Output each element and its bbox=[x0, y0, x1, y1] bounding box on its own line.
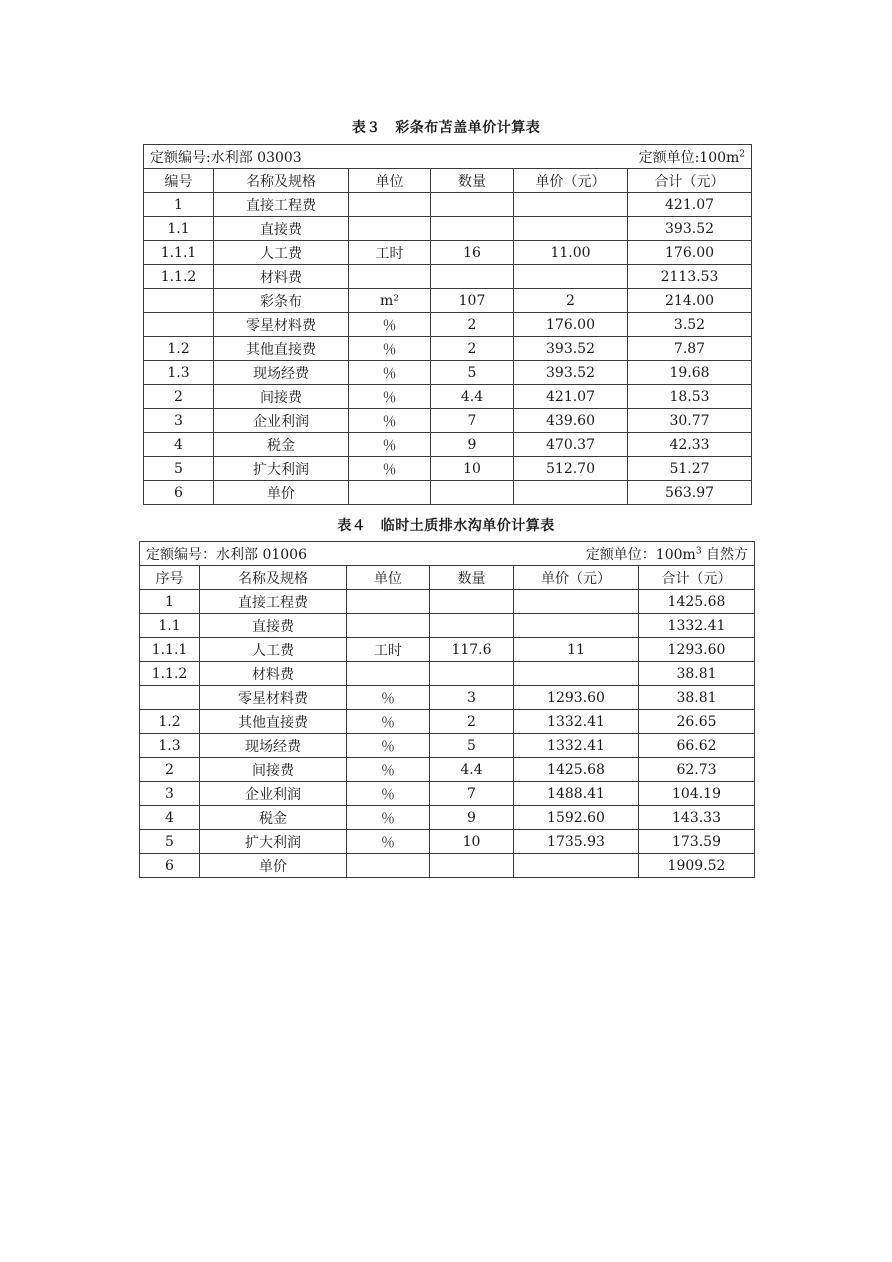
table-cell bbox=[430, 614, 514, 638]
column-header: 合计（元） bbox=[639, 566, 755, 590]
table-row bbox=[144, 313, 752, 337]
table-cell bbox=[431, 193, 514, 217]
table-cell: 62.73 bbox=[639, 758, 755, 782]
table3-title: 表３ 彩条布苫盖单价计算表 bbox=[351, 120, 541, 136]
table4-meta-row bbox=[140, 542, 755, 566]
table-cell bbox=[349, 481, 431, 505]
table-row bbox=[144, 193, 752, 217]
table-row bbox=[140, 614, 755, 638]
table-cell: 单价 bbox=[200, 854, 347, 878]
table-cell bbox=[144, 313, 214, 337]
table-cell: 直接费 bbox=[200, 614, 347, 638]
table-row bbox=[144, 385, 752, 409]
quota-unit-exponent: 2 bbox=[739, 148, 746, 159]
table-row bbox=[144, 457, 752, 481]
table-cell bbox=[144, 289, 214, 313]
table-cell: 26.65 bbox=[639, 710, 755, 734]
table-cell: 1293.60 bbox=[639, 638, 755, 662]
table-row bbox=[140, 734, 755, 758]
table-cell: 421.07 bbox=[628, 193, 752, 217]
table-cell: 3.52 bbox=[628, 313, 752, 337]
table-cell: 1.1 bbox=[140, 614, 200, 638]
table-cell: 企业利润 bbox=[214, 409, 349, 433]
table-cell: ％ bbox=[347, 830, 430, 854]
table-cell: 1.1.1 bbox=[144, 241, 214, 265]
column-header: 单价（元） bbox=[514, 566, 639, 590]
column-header: 名称及规格 bbox=[200, 566, 347, 590]
table-cell: 1.1 bbox=[144, 217, 214, 241]
table-cell: 11 bbox=[514, 638, 639, 662]
table-cell: 421.07 bbox=[514, 385, 628, 409]
table-cell: 零星材料费 bbox=[214, 313, 349, 337]
table-cell: 税金 bbox=[214, 433, 349, 457]
table-cell: 2 bbox=[430, 710, 514, 734]
table-cell: 5 bbox=[144, 457, 214, 481]
table-row bbox=[140, 590, 755, 614]
table-cell: 直接费 bbox=[214, 217, 349, 241]
table-cell: ％ bbox=[349, 457, 431, 481]
column-header: 单位 bbox=[349, 169, 431, 193]
quota-unit bbox=[586, 544, 748, 564]
table-cell: 51.27 bbox=[628, 457, 752, 481]
table-cell: 470.37 bbox=[514, 433, 628, 457]
table-cell: 1293.60 bbox=[514, 686, 639, 710]
table-cell: 4 bbox=[144, 433, 214, 457]
table-cell: 彩条布 bbox=[214, 289, 349, 313]
table-cell: ％ bbox=[347, 782, 430, 806]
table-row bbox=[140, 710, 755, 734]
table-cell: 现场经费 bbox=[214, 361, 349, 385]
table-cell bbox=[430, 662, 514, 686]
table-cell: 563.97 bbox=[628, 481, 752, 505]
table3-meta-row bbox=[144, 145, 752, 169]
table-cell: 税金 bbox=[200, 806, 347, 830]
table-cell: 1.2 bbox=[144, 337, 214, 361]
table-cell bbox=[347, 590, 430, 614]
table-cell: 1425.68 bbox=[639, 590, 755, 614]
table-cell: ％ bbox=[347, 758, 430, 782]
table-cell: 扩大利润 bbox=[214, 457, 349, 481]
table-cell: ％ bbox=[349, 385, 431, 409]
table-cell: 1425.68 bbox=[514, 758, 639, 782]
table-cell: 143.33 bbox=[639, 806, 755, 830]
table-cell: 5 bbox=[140, 830, 200, 854]
table-cell: 4.4 bbox=[431, 385, 514, 409]
table-cell: 1 bbox=[144, 193, 214, 217]
table-cell: 其他直接费 bbox=[200, 710, 347, 734]
table-cell: 1.2 bbox=[140, 710, 200, 734]
table-cell: 393.52 bbox=[628, 217, 752, 241]
table-cell: 10 bbox=[430, 830, 514, 854]
table-row bbox=[140, 638, 755, 662]
table-cell: 工时 bbox=[349, 241, 431, 265]
table-cell: 11.00 bbox=[514, 241, 628, 265]
table-cell: ％ bbox=[347, 686, 430, 710]
quota-unit-text: 定额单位:100m bbox=[638, 149, 740, 166]
table-row bbox=[140, 782, 755, 806]
table-cell: ％ bbox=[347, 710, 430, 734]
table-cell bbox=[514, 662, 639, 686]
table-cell: 7.87 bbox=[628, 337, 752, 361]
table4 bbox=[139, 541, 755, 878]
table-row bbox=[140, 806, 755, 830]
table-cell bbox=[431, 217, 514, 241]
column-header: 数量 bbox=[431, 169, 514, 193]
table-cell: 材料费 bbox=[214, 265, 349, 289]
table-cell bbox=[514, 614, 639, 638]
table-cell bbox=[430, 854, 514, 878]
table-cell: 9 bbox=[430, 806, 514, 830]
table-row bbox=[144, 241, 752, 265]
table-row bbox=[144, 265, 752, 289]
table-row bbox=[144, 217, 752, 241]
table-cell: 直接工程费 bbox=[200, 590, 347, 614]
table-cell bbox=[349, 217, 431, 241]
table-cell: 176.00 bbox=[628, 241, 752, 265]
table-cell bbox=[514, 193, 628, 217]
table-row bbox=[144, 433, 752, 457]
quota-unit bbox=[639, 147, 745, 167]
table-cell bbox=[140, 686, 200, 710]
table-cell: 4 bbox=[140, 806, 200, 830]
table-cell bbox=[347, 614, 430, 638]
table-cell: 2 bbox=[144, 385, 214, 409]
table-cell: 30.77 bbox=[628, 409, 752, 433]
table-cell: 107 bbox=[431, 289, 514, 313]
table-cell bbox=[514, 265, 628, 289]
table-cell: ％ bbox=[347, 734, 430, 758]
table3-meta-cell bbox=[144, 145, 752, 169]
table-cell: ％ bbox=[349, 361, 431, 385]
table-cell: 117.6 bbox=[430, 638, 514, 662]
table-cell: 1488.41 bbox=[514, 782, 639, 806]
table-cell: 1592.60 bbox=[514, 806, 639, 830]
table-cell: 扩大利润 bbox=[200, 830, 347, 854]
table-cell bbox=[347, 854, 430, 878]
table-cell: 512.70 bbox=[514, 457, 628, 481]
table-cell: 38.81 bbox=[639, 662, 755, 686]
table-cell: 3 bbox=[140, 782, 200, 806]
table3-header-row bbox=[144, 169, 752, 193]
table-cell: 393.52 bbox=[514, 337, 628, 361]
table-cell bbox=[514, 854, 639, 878]
table-cell: 直接工程费 bbox=[214, 193, 349, 217]
table-cell: 173.59 bbox=[639, 830, 755, 854]
table-cell: 1 bbox=[140, 590, 200, 614]
table-cell: 214.00 bbox=[628, 289, 752, 313]
table-cell: 6 bbox=[140, 854, 200, 878]
column-header: 名称及规格 bbox=[214, 169, 349, 193]
table-cell: 66.62 bbox=[639, 734, 755, 758]
table-cell: 间接费 bbox=[200, 758, 347, 782]
table-cell: 1909.52 bbox=[639, 854, 755, 878]
table-cell: 3 bbox=[144, 409, 214, 433]
table-cell: 2 bbox=[140, 758, 200, 782]
quota-code: 定额编号：水利部 01006 bbox=[146, 546, 307, 563]
quota-unit-text: 定额单位：100m bbox=[585, 546, 696, 563]
table-cell: 7 bbox=[430, 782, 514, 806]
table-cell: ％ bbox=[349, 337, 431, 361]
table4-header-row bbox=[140, 566, 755, 590]
table-cell: 6 bbox=[144, 481, 214, 505]
table-cell: 2113.53 bbox=[628, 265, 752, 289]
table-cell: m² bbox=[349, 289, 431, 313]
table-cell: 零星材料费 bbox=[200, 686, 347, 710]
table-row bbox=[140, 686, 755, 710]
table-row bbox=[140, 662, 755, 686]
column-header: 编号 bbox=[144, 169, 214, 193]
table-cell: 393.52 bbox=[514, 361, 628, 385]
table-cell bbox=[514, 481, 628, 505]
table-row bbox=[144, 481, 752, 505]
table-cell bbox=[349, 265, 431, 289]
table-row bbox=[140, 854, 755, 878]
table-cell bbox=[349, 193, 431, 217]
table-row bbox=[144, 289, 752, 313]
table-cell: 1.1.1 bbox=[140, 638, 200, 662]
column-header: 序号 bbox=[140, 566, 200, 590]
table-cell: ％ bbox=[347, 806, 430, 830]
table-cell: 1.3 bbox=[144, 361, 214, 385]
table-cell: 19.68 bbox=[628, 361, 752, 385]
table-cell: 人工费 bbox=[214, 241, 349, 265]
column-header: 合计（元） bbox=[628, 169, 752, 193]
table-cell: 16 bbox=[431, 241, 514, 265]
table-cell: ％ bbox=[349, 313, 431, 337]
table-cell: 176.00 bbox=[514, 313, 628, 337]
table-cell: 104.19 bbox=[639, 782, 755, 806]
table-cell: 其他直接费 bbox=[214, 337, 349, 361]
table-cell: ％ bbox=[349, 433, 431, 457]
table-row bbox=[140, 830, 755, 854]
table-cell: 42.33 bbox=[628, 433, 752, 457]
table4-meta-cell bbox=[140, 542, 755, 566]
table-cell bbox=[430, 590, 514, 614]
column-header: 单价（元） bbox=[514, 169, 628, 193]
table-cell: 18.53 bbox=[628, 385, 752, 409]
table-cell: 单价 bbox=[214, 481, 349, 505]
table-cell: 2 bbox=[431, 337, 514, 361]
table-cell: 1332.41 bbox=[514, 734, 639, 758]
table-cell: 5 bbox=[431, 361, 514, 385]
table-cell: 1332.41 bbox=[514, 710, 639, 734]
table-cell: 工时 bbox=[347, 638, 430, 662]
table-cell: ％ bbox=[349, 409, 431, 433]
table4-title: 表４ 临时土质排水沟单价计算表 bbox=[337, 518, 555, 534]
table-cell: 9 bbox=[431, 433, 514, 457]
table-cell bbox=[431, 265, 514, 289]
table-cell: 间接费 bbox=[214, 385, 349, 409]
table-cell: 人工费 bbox=[200, 638, 347, 662]
table-cell: 1332.41 bbox=[639, 614, 755, 638]
table-cell: 4.4 bbox=[430, 758, 514, 782]
table-cell: 1.3 bbox=[140, 734, 200, 758]
quota-unit-suffix: 自然方 bbox=[701, 546, 748, 563]
table-cell: 企业利润 bbox=[200, 782, 347, 806]
table-cell bbox=[514, 590, 639, 614]
table-cell: 1.1.2 bbox=[140, 662, 200, 686]
table-cell: 38.81 bbox=[639, 686, 755, 710]
table-cell bbox=[347, 662, 430, 686]
table-cell: 2 bbox=[431, 313, 514, 337]
table-cell: 2 bbox=[514, 289, 628, 313]
quota-unit-exponent: 3 bbox=[695, 545, 702, 556]
table3 bbox=[143, 144, 752, 505]
table-cell: 439.60 bbox=[514, 409, 628, 433]
column-header: 数量 bbox=[430, 566, 514, 590]
table-row bbox=[140, 758, 755, 782]
table-row bbox=[144, 361, 752, 385]
table-row bbox=[144, 409, 752, 433]
table-cell: 5 bbox=[430, 734, 514, 758]
table-cell: 现场经费 bbox=[200, 734, 347, 758]
table-cell bbox=[514, 217, 628, 241]
column-header: 单位 bbox=[347, 566, 430, 590]
table-cell: 7 bbox=[431, 409, 514, 433]
table-cell: 1735.93 bbox=[514, 830, 639, 854]
table-cell: 材料费 bbox=[200, 662, 347, 686]
table-cell bbox=[431, 481, 514, 505]
table-cell: 1.1.2 bbox=[144, 265, 214, 289]
table-cell: 10 bbox=[431, 457, 514, 481]
quota-code: 定额编号:水利部 03003 bbox=[150, 149, 302, 166]
table-row bbox=[144, 337, 752, 361]
table-cell: 3 bbox=[430, 686, 514, 710]
